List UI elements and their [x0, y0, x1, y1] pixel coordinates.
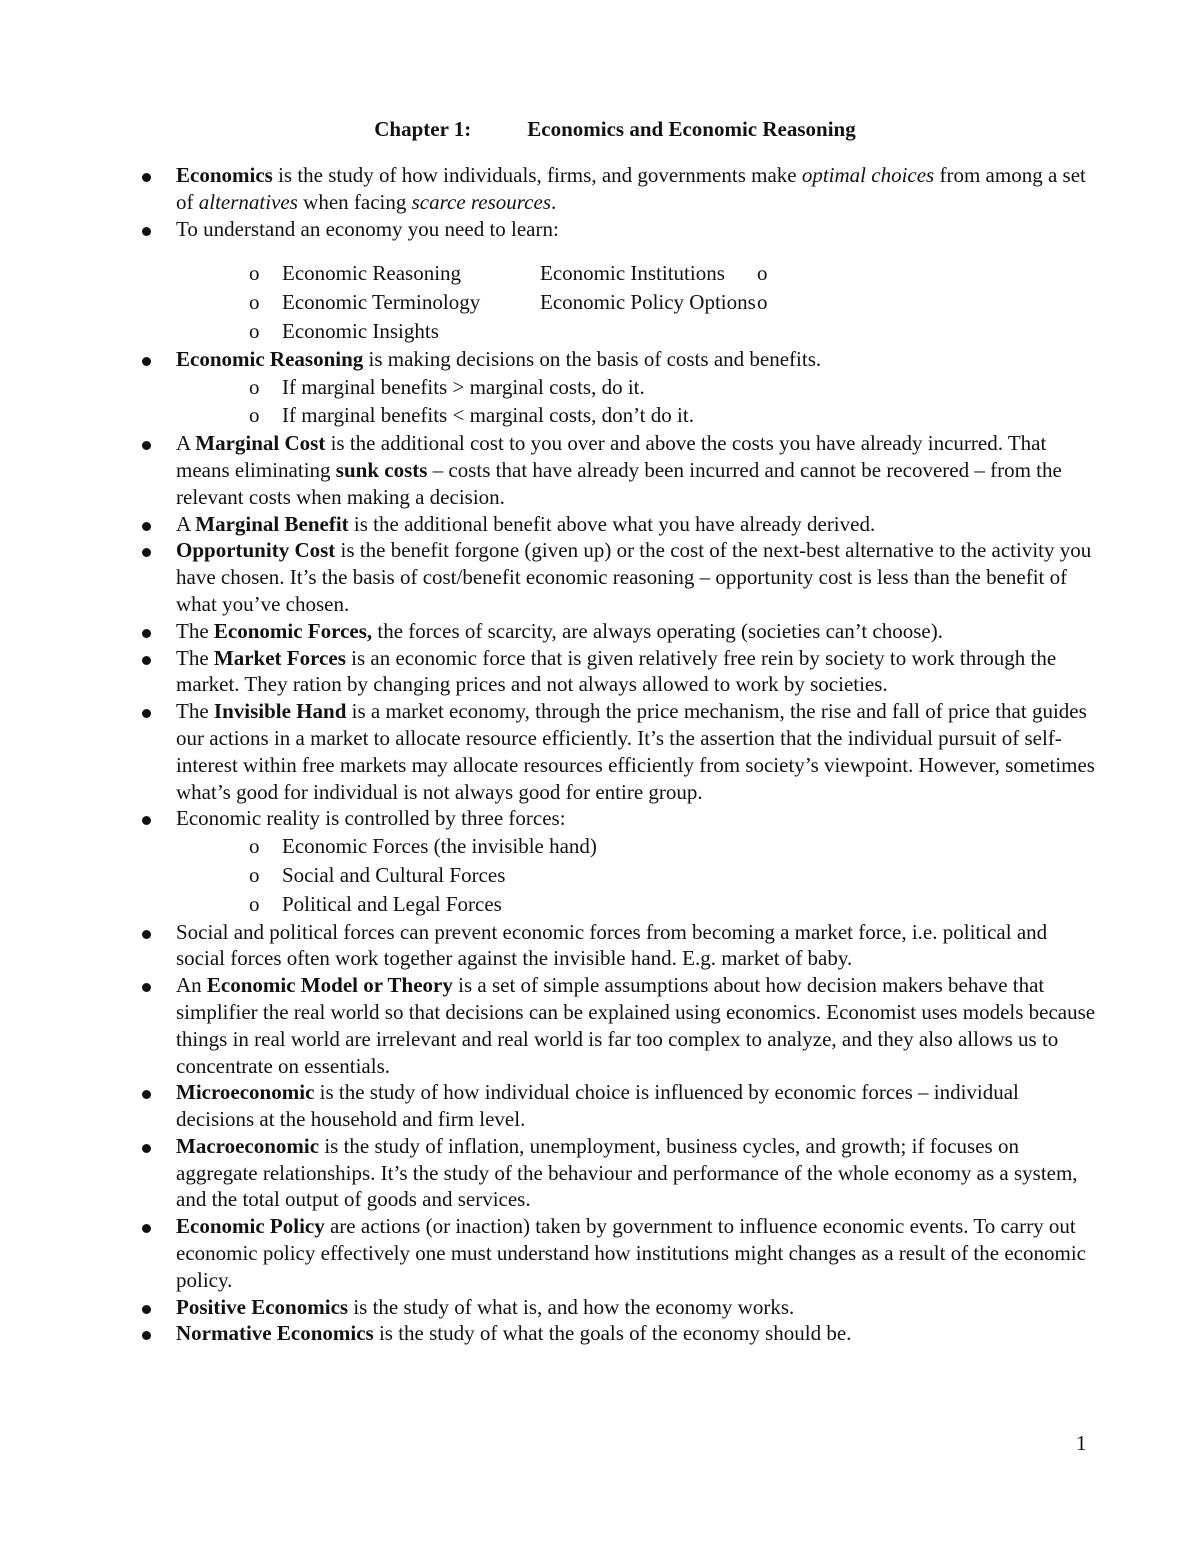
- text: is the additional cost to you over and above the costs you have already incurred. That means eliminating: [176, 431, 1047, 482]
- page-number: 1: [1076, 1431, 1087, 1455]
- bullet-economic-model: [0, 972, 1200, 1079]
- term-economics: Economics: [176, 163, 273, 187]
- text: are actions (or inaction) taken by government to influence economic events. To carry out economic policy effectively one must understand how institutions might changes as a result of the economic policy.: [176, 1214, 1086, 1292]
- emphasis: scarce resources: [411, 189, 551, 214]
- text: An: [176, 973, 207, 998]
- term: Microeconomic: [176, 1080, 315, 1105]
- term: Economic Reasoning: [176, 346, 364, 371]
- text: A: [176, 431, 196, 456]
- text: from among a set of: [176, 163, 1086, 214]
- term: Market Forces: [213, 645, 346, 670]
- term: Marginal Cost: [195, 431, 326, 456]
- sub-item: o Social and Cultural Forces: [0, 861, 1200, 890]
- text: is the study of how individuals, firms, and governments make: [272, 163, 802, 187]
- bullet-normative-economics: [0, 1320, 1200, 1347]
- text: is the study of inflation, unemployment, business cycles, and growth; if focuses on aggregate relationships. It’s the study of the behaviour and performance of the whole economy as a system, and the total output of goods and services.: [176, 1133, 1078, 1212]
- text: The: [176, 645, 214, 670]
- text: – costs that have already been incurred and cannot be recovered – from the relevant costs when making a decision.: [176, 457, 1062, 509]
- chapter-title: [0, 114, 1200, 144]
- sub-item: o Political and Legal Forces: [0, 890, 1200, 919]
- term: Economic Model or Theory: [206, 973, 453, 998]
- bullet-social-political: Social and political forces can prevent economic forces from becoming a market force, i.e. political and social forces often work together against the invisible hand. E.g. market of baby.: [0, 919, 1200, 973]
- bullet-economics: [0, 162, 1200, 216]
- bullet-marginal-benefit: [0, 511, 1200, 538]
- term: Opportunity Cost: [176, 538, 336, 563]
- notes-list: [0, 162, 1200, 1347]
- bullet-economic-reasoning: [0, 346, 1200, 373]
- term: Positive Economics: [176, 1294, 349, 1319]
- text: is an economic force that is given relatively free rein by society to work through the market. They ration by changing prices and not always allowed to work by societies.: [176, 645, 1057, 697]
- chapter-number: Chapter 1:: [374, 117, 472, 141]
- sub-item: o Economic Institutions: [508, 259, 1200, 288]
- text: the forces of scarcity, are always operating (societies can’t choose).: [372, 618, 943, 643]
- chapter-name: Economics and Economic Reasoning: [527, 117, 856, 141]
- bullet-marginal-cost: [0, 430, 1200, 510]
- sub-item: o If marginal benefits < marginal costs, don’t do it.: [0, 401, 1200, 430]
- sub-item: o Economic Terminology: [0, 288, 508, 317]
- term: Normative Economics: [176, 1321, 374, 1346]
- bullet-opportunity-cost: [0, 537, 1200, 617]
- bullet-macroeconomic: [0, 1133, 1200, 1213]
- sub-item: o Economic Forces (the invisible hand): [0, 832, 1200, 861]
- sub-item: o Economic Insights: [0, 317, 508, 346]
- bullet-economic-policy: [0, 1213, 1200, 1293]
- sub-item: o Economic Policy Options: [508, 288, 1200, 317]
- learn-list: [0, 259, 1200, 345]
- text: is the additional benefit above what you have already derived.: [348, 511, 876, 536]
- learn-list-left: [0, 259, 508, 345]
- text: is the study of how individual choice is influenced by economic forces – individual decisions at the household and firm level.: [176, 1080, 1019, 1132]
- term: Invisible Hand: [213, 699, 347, 724]
- emphasis: alternatives: [198, 189, 298, 214]
- bullet-understand: To understand an economy you need to learn:: [0, 216, 1200, 243]
- term: Macroeconomic: [176, 1133, 320, 1158]
- sub-item: o Economic Reasoning: [0, 259, 508, 288]
- term: Economic Forces,: [213, 618, 373, 643]
- term: sunk costs: [335, 457, 428, 482]
- bullet-economic-reality: Economic reality is controlled by three forces:: [0, 805, 1200, 832]
- bullet-economic-forces: [0, 618, 1200, 645]
- learn-list-right: [508, 259, 1200, 345]
- text: .: [551, 189, 557, 214]
- bullet-microeconomic: [0, 1079, 1200, 1133]
- term: Marginal Benefit: [195, 511, 349, 536]
- text: is the benefit forgone (given up) or the cost of the next-best alternative to the activity you have chosen. It’s the basis of cost/benefit economic reasoning – opportunity cost is less than the benefit of what you’ve chosen.: [176, 538, 1092, 616]
- sub-item: o If marginal benefits > marginal costs, do it.: [0, 373, 1200, 402]
- text: when facing: [297, 189, 412, 214]
- bullet-market-forces: [0, 645, 1200, 699]
- text: The: [176, 699, 214, 724]
- text: is a set of simple assumptions about how decision makers behave that simplifier the real world so that decisions can be explained using economics. Economist uses models because things in real world are irrelevant and real world is far too complex to analyze, and they also allows us to concentrate on essentials.: [176, 973, 1096, 1078]
- text: is the study of what is, and how the economy works.: [348, 1294, 795, 1319]
- bullet-invisible-hand: [0, 698, 1200, 805]
- text: is a market economy, through the price mechanism, the rise and fall of price that guides our actions in a market to allocate resource efficiently. It’s the assertion that the individual pursuit of self-interest within free markets may allocate resources efficiently from society’s viewpoint. However, sometimes what’s good for individual is not always good for entire group.: [176, 699, 1095, 804]
- text: The: [176, 618, 214, 643]
- term: Economic Policy: [176, 1214, 325, 1239]
- emphasis: optimal choices: [801, 163, 935, 187]
- text: is making decisions on the basis of costs and benefits.: [363, 346, 822, 371]
- text: A: [176, 511, 196, 536]
- bullet-positive-economics: [0, 1294, 1200, 1321]
- text: is the study of what the goals of the economy should be.: [373, 1321, 852, 1346]
